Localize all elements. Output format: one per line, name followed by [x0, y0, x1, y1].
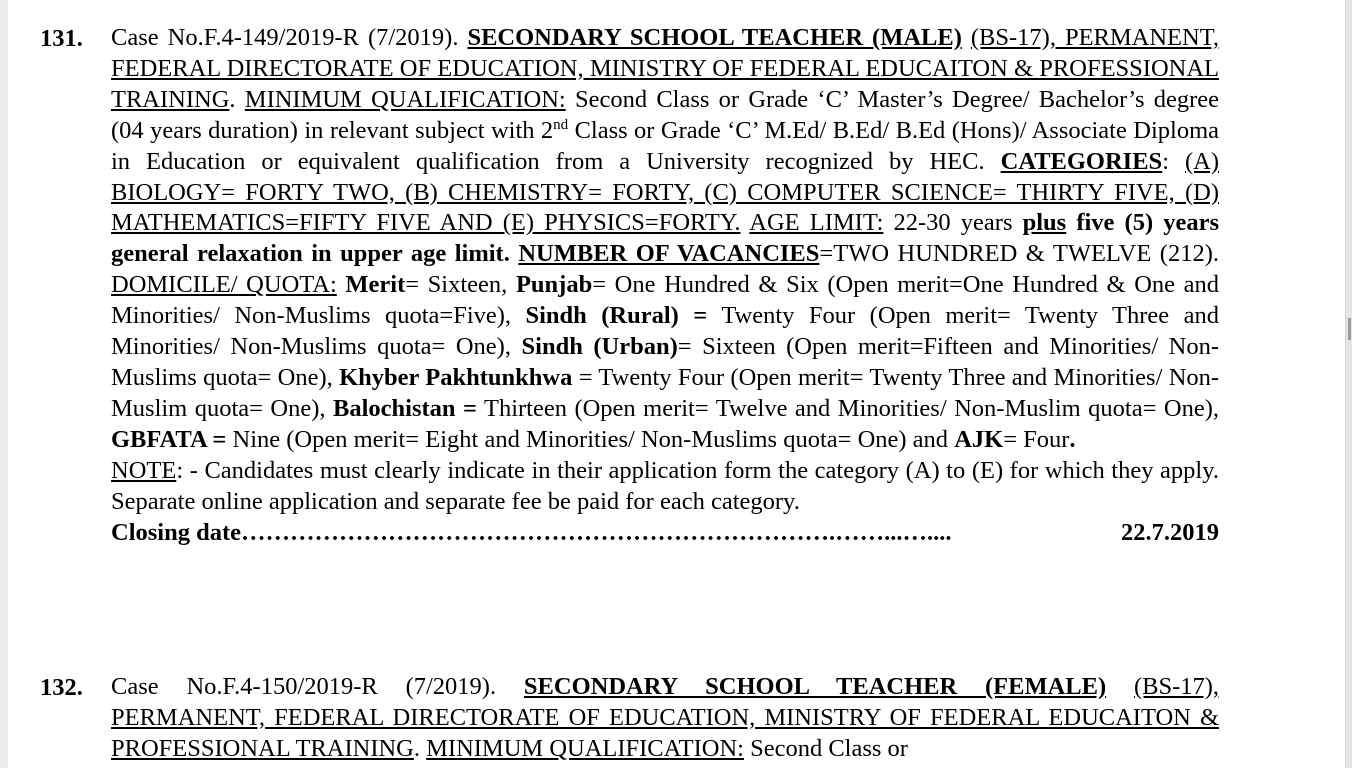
- entry-note: [111, 456, 1219, 518]
- min-qualification-label: MINIMUM QUALIFICATION:: [426, 734, 744, 762]
- ordinal-suffix: nd: [553, 116, 569, 133]
- entry-number: 131.: [40, 25, 83, 52]
- sentence-end: .: [1069, 425, 1076, 453]
- qualification-text: Second Class or: [750, 734, 908, 762]
- quota-merit-text: = Sixteen,: [405, 271, 508, 299]
- quota-ajk-text: = Four: [1003, 425, 1070, 453]
- qualification-text-cont: Class or Grade ‘C’ M.Ed/ B.Ed/ B.Ed (Hons)/ Associate Diploma in Education or equivalent qualification from a University recognized by HEC.: [111, 116, 1219, 175]
- post-title: SECONDARY SCHOOL TEACHER (MALE): [467, 24, 962, 51]
- quota-kp: Khyber Pakhtunkhwa: [339, 363, 573, 391]
- qualification-text: Second Class or Grade ‘C’ Master’s Degree/ Bachelor’s degree (04 years duration) in relevant subject with 2: [111, 85, 1220, 144]
- quota-balochistan-text: Thirteen (Open merit= Twelve and Minorities/ Non-Muslim quota= One),: [484, 394, 1219, 422]
- quota-gbfata: GBFATA =: [111, 425, 227, 453]
- post-title: SECONDARY SCHOOL TEACHER (FEMALE): [523, 673, 1107, 700]
- entry-number: 132.: [40, 674, 83, 701]
- entry-body: [111, 23, 1219, 548]
- age-relaxation: five (5) years general relaxation in upper age limit.: [111, 209, 1219, 268]
- quota-gbfata-text: Nine (Open merit= Eight and Minorities/ Non-Muslims quota= One) and: [232, 425, 949, 453]
- quota-punjab: Punjab: [515, 271, 593, 299]
- plus-word: plus: [1022, 209, 1067, 237]
- post-department: (BS-17), PERMANENT, FEDERAL DIRECTORATE OF EDUCATION, MINISTRY OF FEDERAL EDUCAITON & PROFESSIONAL TRAINING: [111, 673, 1220, 762]
- closing-date-value: 22.7.2019: [1121, 518, 1219, 546]
- entry-paragraph: Case No.F.4-150/2019-R (7/2019). SECONDARY SCHOOL TEACHER (FEMALE) (BS-17), PERMANENT, FEDERAL DIRECTORATE OF EDUCATION, MINISTRY OF FEDERAL EDUCAITON & PROFESSIONAL TRAINING. MINIMUM QUALIFICATION: Second Class or: [111, 673, 1220, 762]
- entry-body: [111, 672, 1219, 765]
- categories-label: CATEGORIES: [1000, 147, 1163, 175]
- case-number: Case No.F.4-150/2019-R (7/2019).: [111, 673, 497, 700]
- quota-merit: Merit: [345, 271, 406, 299]
- closing-date-leader: ……………………………………………………………….……...…....: [241, 518, 952, 546]
- scrollbar-thumb[interactable]: [1348, 318, 1351, 340]
- vertical-scrollbar[interactable]: [1345, 0, 1352, 768]
- quota-sindh-urban: Sindh (Urban): [521, 333, 678, 361]
- closing-date-line: [111, 518, 1219, 549]
- age-limit-label: AGE LIMIT:: [749, 209, 884, 237]
- note-label: NOTE: [111, 456, 177, 484]
- quota-balochistan: Balochistan =: [333, 394, 477, 422]
- domicile-label: DOMICILE/ QUOTA:: [111, 271, 337, 299]
- entry-paragraph: Case No.F.4-149/2019-R (7/2019). SECONDARY SCHOOL TEACHER (MALE) (BS-17), PERMANENT, FEDERAL DIRECTORATE OF EDUCATION, MINISTRY OF FEDERAL EDUCAITON & PROFESSIONAL TRAINING. MINIMUM QUALIFICATION: Second Class or Grade ‘C’ Master’s Degree/ Bachelor’s degree (04 years duration) in relevant subject with 2nd Class or Grade ‘C’ M.Ed/ B.Ed/ B.Ed (Hons)/ Associate Diploma in Education or equivalent qualification from a University recognized by HEC. CATEGORIES: (A) BIOLOGY= FORTY TWO, (B) CHEMISTRY= FORTY, (C) COMPUTER SCIENCE= THIRTY FIVE, (D) MATHEMATICS=FIFTY FIVE AND (E) PHYSICS=FORTY. AGE LIMIT: 22-30 years plus five (5) years general relaxation in upper age limit. NUMBER OF VACANCIES=TWO HUNDRED & TWELVE (212). DOMICILE/ QUOTA: Merit= Sixteen, Punjab= One Hundred & Six (Open merit=One Hundred & One and Minorities/ Non-Muslims quota=Five), Sindh (Rural) = Twenty Four (Open merit= Twenty Three and Minorities/ Non-Muslims quota= One), Sindh (Urban)= Sixteen (Open merit=Fifteen and Minorities/ Non-Muslims quota= One), Khyber Pakhtunkhwa = Twenty Four (Open merit= Twenty Three and Minorities/ Non-Muslim quota= One), Balochistan = Thirteen (Open merit= Twelve and Minorities/ Non-Muslim quota= One), GBFATA = Nine (Open merit= Eight and Minorities/ Non-Muslims quota= One) and AJK= Four.: [111, 24, 1220, 453]
- min-qualification-label: MINIMUM QUALIFICATION:: [244, 85, 566, 113]
- closing-date-label: Closing date: [111, 518, 242, 546]
- quota-sindh-rural: Sindh (Rural) =: [525, 302, 708, 330]
- quota-sindh-urban-text: = Sixteen (Open merit=Fifteen and Minorities/ Non-Muslims quota= One),: [111, 333, 1220, 391]
- quota-sindh-rural-text: Twenty Four (Open merit= Twenty Three and Minorities/ Non-Muslims quota= One),: [111, 302, 1220, 361]
- vacancies-label: NUMBER OF VACANCIES: [518, 240, 820, 268]
- quota-ajk: AJK: [954, 425, 1004, 453]
- categories-text: (A) BIOLOGY= FORTY TWO, (B) CHEMISTRY= FORTY, (C) COMPUTER SCIENCE= THIRTY FIVE, (D) MATHEMATICS=FIFTY FIVE AND (E) PHYSICS=FORTY.: [111, 147, 1220, 237]
- note-text: : - Candidates must clearly indicate in their application form the category (A) to (E) for which they apply. Separate online application and separate fee be paid for each category.: [111, 456, 1219, 515]
- case-number: Case No.F.4-149/2019-R (7/2019).: [111, 24, 459, 51]
- document-page: [8, 0, 1346, 768]
- quota-punjab-text: = One Hundred & Six (Open merit=One Hundred & One and Minorities/ Non-Muslims quota=Five),: [111, 271, 1220, 330]
- quota-kp-text: = Twenty Four (Open merit= Twenty Three and Minorities/ Non-Muslim quota= One),: [111, 363, 1220, 422]
- post-department: (BS-17), PERMANENT, FEDERAL DIRECTORATE OF EDUCATION, MINISTRY OF FEDERAL EDUCAITON & PROFESSIONAL TRAINING: [111, 24, 1219, 113]
- vacancies-text: =TWO HUNDRED & TWELVE (212).: [819, 240, 1219, 268]
- age-limit-text: 22-30 years: [893, 209, 1013, 237]
